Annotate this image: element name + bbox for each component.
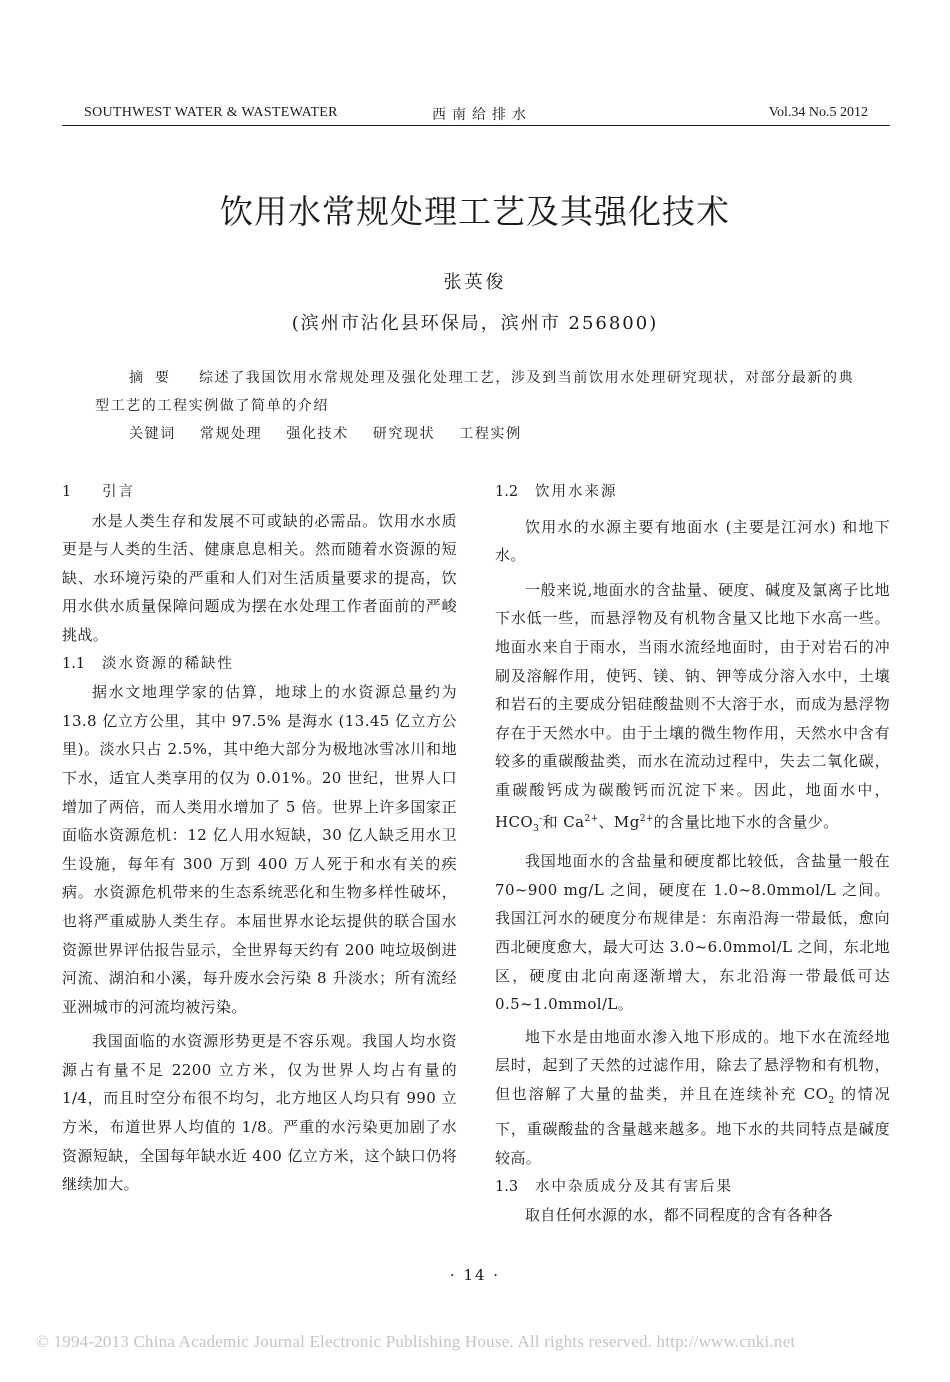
journal-name-chinese: 西南给排水 xyxy=(432,107,532,123)
paragraph: 我国面临的水资源形势更是不容乐观。我国人均水资源占有量不足 2200 立方米，仅为世界人均占有量的 1/4，而且时空分布很不均匀，北方地区人均只有 990 立方米，布道世界人均值的 1/8。严重的水污染更加剧了水资源短缺，全国每年缺水近 400 亿立方米，这个缺口仍将继续加大。 xyxy=(62,1032,457,1194)
abstract-text: 综述了我国饮用水常规处理及强化处理工艺，涉及到当前饮用水处理研究现状，对部分最新的典型工艺的工程实例做了简单的介绍 xyxy=(95,370,855,414)
keyword: 研究现状 xyxy=(372,426,436,442)
abstract-label: 摘要 xyxy=(129,370,181,386)
author: 张英俊 xyxy=(443,272,507,293)
section-heading: 1 引言 xyxy=(62,484,135,500)
right-column xyxy=(495,478,890,1230)
paragraph: 饮用水的水源主要有地面水 (主要是江河水) 和地下水。 xyxy=(495,517,890,565)
article-title: 饮用水常规处理工艺及其强化技术 xyxy=(220,192,730,231)
keyword: 强化技术 xyxy=(286,426,349,442)
left-column xyxy=(62,478,457,1199)
keywords-label: 关键词 xyxy=(129,426,176,442)
paragraph: 取自任何水源的水，都不同程度的含有各种各 xyxy=(525,1206,834,1225)
paragraph: 一般来说,地面水的含盐量、硬度、碱度及氯离子比地下水低一些，而悬浮物及有机物含量又比地下水高一些。地面水来自于雨水，当雨水流经地面时，由于对岩石的冲刷及溶解作用，使钙、镁、钠、钾等成分溶入水中，土壤和岩石的主要成分铝硅酸盐则不大溶于水，而成为悬浮物存在于天然水中。由于土壤的微生物作用，天然水中含有较多的重碳酸盐类，而水在流动过程中，失去二氧化碳，重碳酸钙成为碳酸钙而沉淀下来。因此，地面水中，$HCO_3^-$和 $Ca^{2+}$、$Mg^{2+}$的含量比地下水的含量少。 xyxy=(495,580,890,834)
keywords xyxy=(129,423,540,443)
volume-issue: Vol.34 No.5 2012 xyxy=(768,105,868,120)
keyword: 常规处理 xyxy=(199,426,263,442)
paragraph: 我国地面水的含盐量和硬度都比较低，含盐量一般在 70~900 mg/L 之间，硬度在 1.0~8.0mmol/L 之间。我国江河水的硬度分布规律是：东南沿海一带最低，愈向西北硬度愈大，最大可达 3.0~6.0mmol/L 之间，东北地区，硬度由北向南逐渐增大，东北沿海一带最低可达 0.5~1.0mmol/L。 xyxy=(495,852,890,1014)
subsection-heading: 1.3 水中杂质成分及其有害后果 xyxy=(495,1178,733,1195)
paragraph: 据水文地理学家的估算，地球上的水资源总量约为 13.8 亿立方公里，其中 97.5% 是海水 (13.45 亿立方公里)。淡水只占 2.5%，其中绝大部分为极地冰雪冰川和地下水，适宜人类享用的仅为 0.01%。20 世纪，世界人口增加了两倍，而人类用水增加了 5 倍。世界上许多国家正面临水资源危机：12 亿人用水短缺，30 亿人缺乏用水卫生设施，每年有 300 万到 400 万人死于和水有关的疾病。水资源危机带来的生态系统恶化和生物多样性破坏，也将严重威胁人类生存。本届世界水论坛提供的联合国水资源世界评估报告显示，全世界每天约有 200 吨垃圾倒进河流、湖泊和小溪，每升废水会污染 8 升淡水；所有流经亚洲城市的河流均被污染。 xyxy=(62,683,457,1016)
affiliation: (滨州市沾化县环保局，滨州市 256800) xyxy=(291,313,659,334)
journal-name-english: SOUTHWEST WATER & WASTEWATER xyxy=(84,105,338,120)
subsection-heading: 1.1 淡水资源的稀缺性 xyxy=(62,655,234,672)
copyright-footer: © 1994-2013 China Academic Journal Electronic Publishing House. All rights reserved. http://www.cnki.net xyxy=(36,1332,796,1351)
page-number: · 14 · xyxy=(449,1266,501,1284)
paragraph: 水是人类生存和发展不可或缺的必需品。饮用水水质更是与人类的生活、健康息息相关。然而随着水资源的短缺、水环境污染的严重和人们对生活质量要求的提高，饮用水供水质量保障问题成为摆在水处理工作者面前的严峻挑战。 xyxy=(62,511,457,644)
running-header xyxy=(62,103,890,126)
subsection-heading: 1.2 饮用水来源 xyxy=(495,484,618,500)
abstract xyxy=(95,364,865,420)
paragraph: 地下水是由地面水渗入地下形成的。地下水在流经地层时，起到了天然的过滤作用，除去了悬浮物和有机物，但也溶解了大量的盐类，并且在连续补充 $CO_2$ 的情况下，重碳酸盐的含量越来越多。地下水的共同特点是碱度较高。 xyxy=(495,1027,890,1168)
keyword: 工程实例 xyxy=(459,426,522,442)
